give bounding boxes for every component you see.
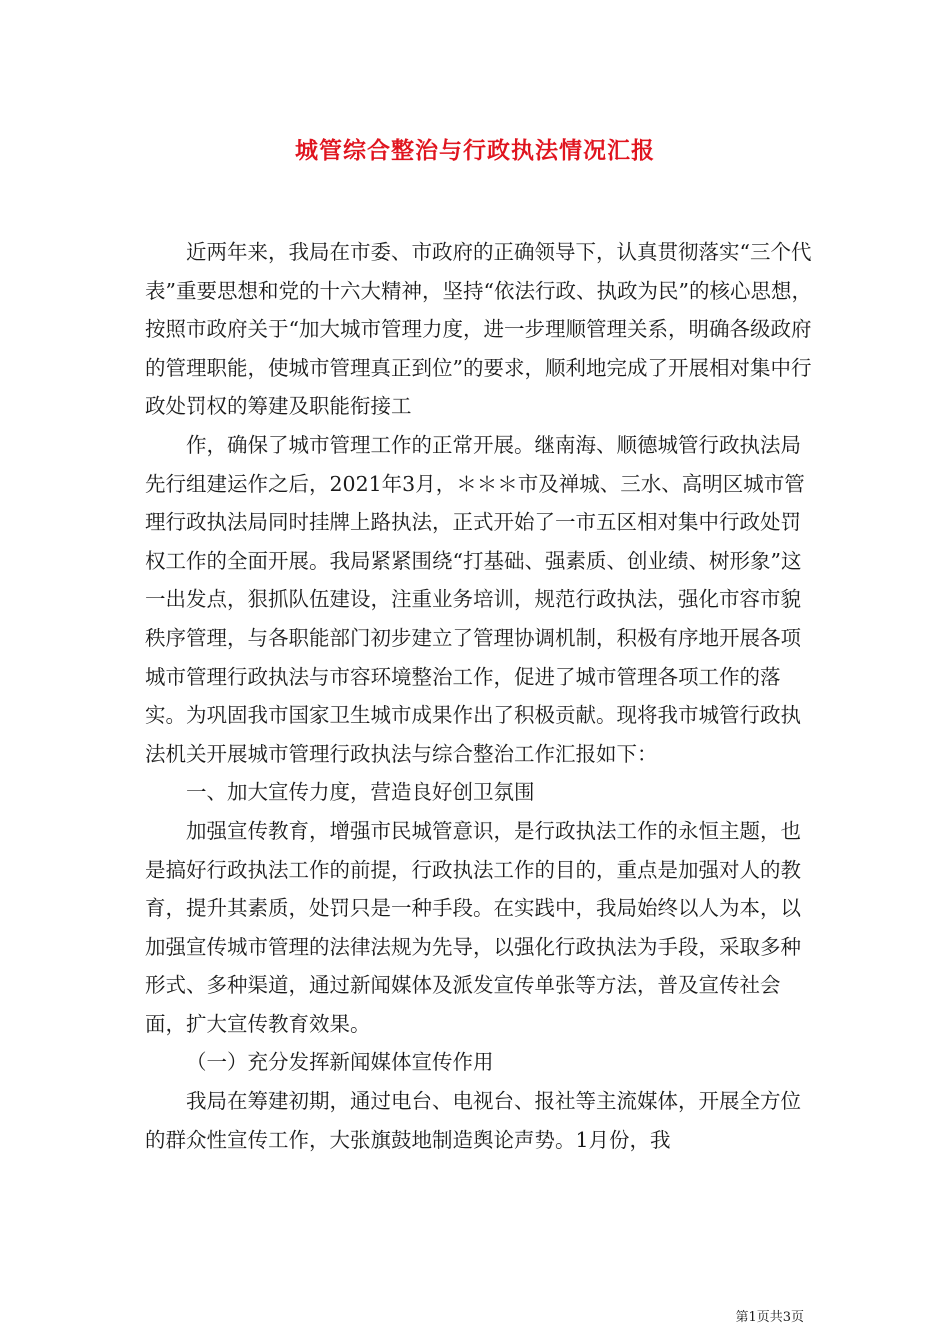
paragraph-section-1: 加强宣传教育，增强市民城管意识，是行政执法工作的永恒主题，也是搞好行政执法工作的前提，行政执法工作的目的，重点是加强对人的教育，提升其素质，处罚只是一种手段。在实践中，我局始终以人为本，以加强宣传城市管理的法律法规为先导，以强化行政执法为手段，采取多种形式、多种渠道，通过新闻媒体及派发宣传单张等方法，普及宣传社会面，扩大宣传教育效果。 — [145, 818, 801, 1036]
paragraph-continuation: 作，确保了城市管理工作的正常开展。继南海、顺德城管行政执法局先行组建运作之后，2021年3月，＊＊＊市及禅城、三水、高明区城市管理行政执法局同时挂牌上路执法，正式开始了一市五区相对集中行政处罚权工作的全面开展。我局紧紧围绕“打基础、强素质、创业绩、树形象”这一出发点，狠抓队伍建设，注重业务培训，规范行政执法，强化市容市貌秩序管理，与各职能部门初步建立了管理协调机制，积极有序地开展各项城市管理行政执法与市容环境整治工作，促进了城市管理各项工作的落实。为巩固我市国家卫生城市成果作出了积极贡献。现将我市城管行政执法机关开展城市管理行政执法与综合整治工作汇报如下： — [145, 432, 805, 766]
paragraph-subsection-1: 我局在筹建初期，通过电台、电视台、报社等主流媒体，开展全方位的群众性宣传工作，大张旗鼓地制造舆论声势。1月份，我 — [145, 1089, 801, 1152]
document-body — [145, 233, 815, 1159]
paragraph-intro: 近两年来，我局在市委、市政府的正确领导下，认真贯彻落实“三个代表”重要思想和党的十六大精神，坚持“依法行政、执政为民”的核心思想，按照市政府关于“加大城市管理力度，进一步理顺管理关系，明确各级政府的管理职能，使城市管理真正到位”的要求，顺利地完成了开展相对集中行政处罚权的筹建及职能衔接工 — [145, 240, 812, 419]
subsection-heading-1: （一）充分发挥新闻媒体宣传作用 — [186, 1050, 494, 1075]
document-title: 城管综合整治与行政执法情况汇报 — [295, 137, 655, 164]
section-heading-1: 一、加大宣传力度，营造良好创卫氛围 — [186, 780, 535, 805]
page-number-footer: 第1页共3页 — [735, 1310, 804, 1325]
